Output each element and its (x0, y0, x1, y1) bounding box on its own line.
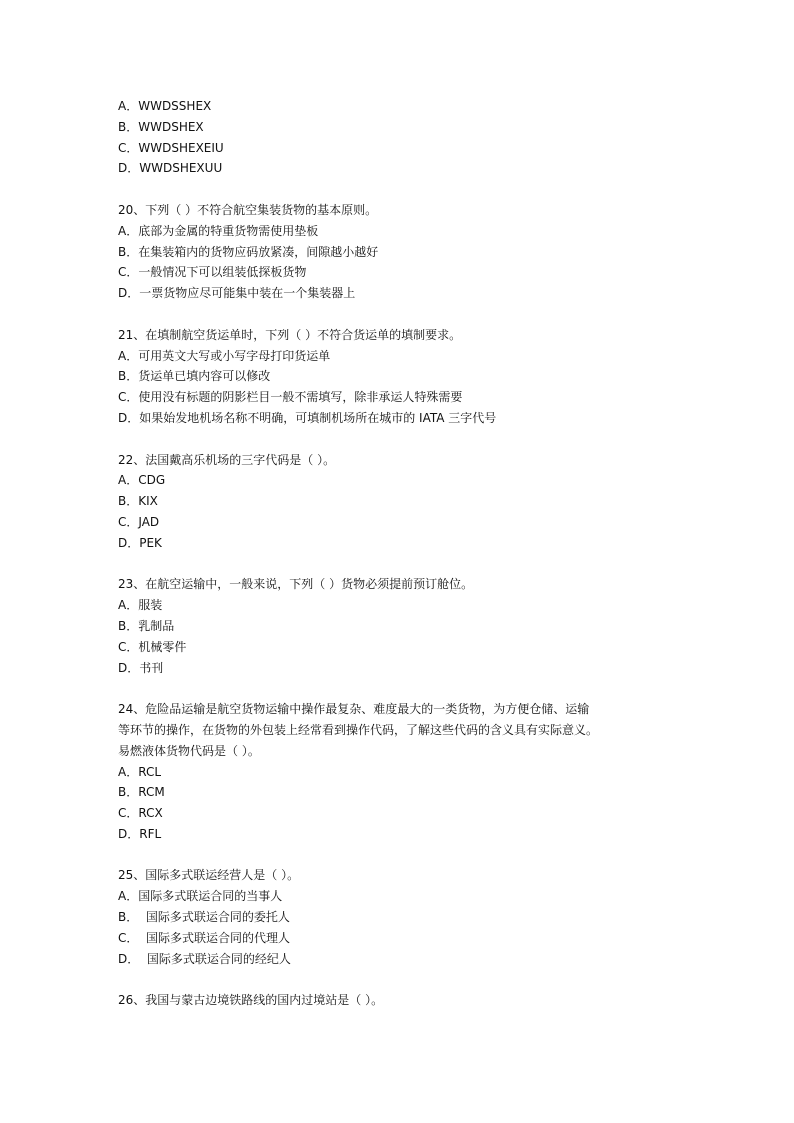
answer-option: B．货运单已填内容可以修改 (118, 369, 271, 384)
question-stem: 21、在填制航空货运单时，下列（ ）不符合货运单的填制要求。 (118, 327, 462, 342)
question-stem: 25、国际多式联运经营人是（ ）。 (118, 868, 300, 883)
answer-option: C．使用没有标题的阴影栏目一般不需填写，除非承运人特殊需要 (118, 390, 463, 405)
answer-option: A．服装 (118, 598, 163, 613)
answer-option: C．机械零件 (118, 639, 187, 654)
answer-option: A．RCL (118, 764, 162, 779)
question-block (118, 865, 698, 969)
document-page (118, 96, 698, 1011)
question-stem: 等环节的操作，在货物的外包装上经常看到操作代码，了解这些代码的含义具有实际意义。 (118, 722, 599, 737)
question-block (118, 96, 698, 179)
question-block (118, 450, 698, 554)
question-stem: 23、在航空运输中，一般来说，下列（ ）货物必须提前预订舱位。 (118, 577, 474, 592)
answer-option: D．如果始发地机场名称不明确，可填制机场所在城市的 IATA 三字代号 (118, 410, 497, 425)
answer-option: A．国际多式联运合同的当事人 (118, 889, 283, 904)
answer-option: D．书刊 (118, 660, 164, 675)
question-stem: 22、法国戴高乐机场的三字代码是（ ）。 (118, 452, 336, 467)
answer-option: C．RCX (118, 806, 163, 821)
spacer (118, 179, 698, 200)
answer-option: A．CDG (118, 473, 166, 488)
answer-option: C．JAD (118, 514, 160, 529)
question-block (118, 990, 698, 1011)
question-stem: 24、危险品运输是航空货物运输中操作最复杂、难度最大的一类货物，为方便仓储、运输 (118, 702, 590, 717)
spacer (118, 969, 698, 990)
answer-option: C．一般情况下可以组装低探板货物 (118, 265, 307, 280)
spacer (118, 304, 698, 325)
answer-option: D．WWDSHEXUU (118, 161, 223, 176)
answer-option: B．RCM (118, 785, 165, 800)
question-block (118, 574, 698, 678)
answer-option: A．WWDSSHEX (118, 99, 212, 113)
question-block (118, 200, 698, 304)
answer-option: B．乳制品 (118, 618, 175, 633)
question-block (118, 325, 698, 429)
question-stem: 20、下列（ ）不符合航空集装货物的基本原则。 (118, 202, 378, 217)
answer-option: C． 国际多式联运合同的代理人 (118, 930, 291, 945)
answer-option: D．RFL (118, 826, 162, 841)
question-stem: 易燃液体货物代码是（ ）。 (118, 743, 260, 758)
answer-option: B．KIX (118, 494, 158, 509)
answer-option: B．WWDSHEX (118, 119, 204, 134)
answer-option: B． 国际多式联运合同的委托人 (118, 910, 290, 925)
answer-option: D．一票货物应尽可能集中装在一个集装器上 (118, 286, 356, 301)
spacer (118, 429, 698, 450)
answer-option: D．PEK (118, 535, 162, 550)
spacer (118, 845, 698, 866)
answer-option: C．WWDSHEXEIU (118, 140, 224, 155)
answer-option: B．在集装箱内的货物应码放紧凑，间隙越小越好 (118, 244, 379, 259)
question-stem: 26、我国与蒙古边境铁路线的国内过境站是（ ）。 (118, 993, 384, 1008)
answer-option: A．底部为金属的特重货物需使用垫板 (118, 223, 319, 238)
question-block (118, 699, 698, 845)
spacer (118, 554, 698, 575)
answer-option: A．可用英文大写或小写字母打印货运单 (118, 348, 331, 363)
answer-option: D． 国际多式联运合同的经纪人 (118, 951, 291, 966)
spacer (118, 678, 698, 699)
